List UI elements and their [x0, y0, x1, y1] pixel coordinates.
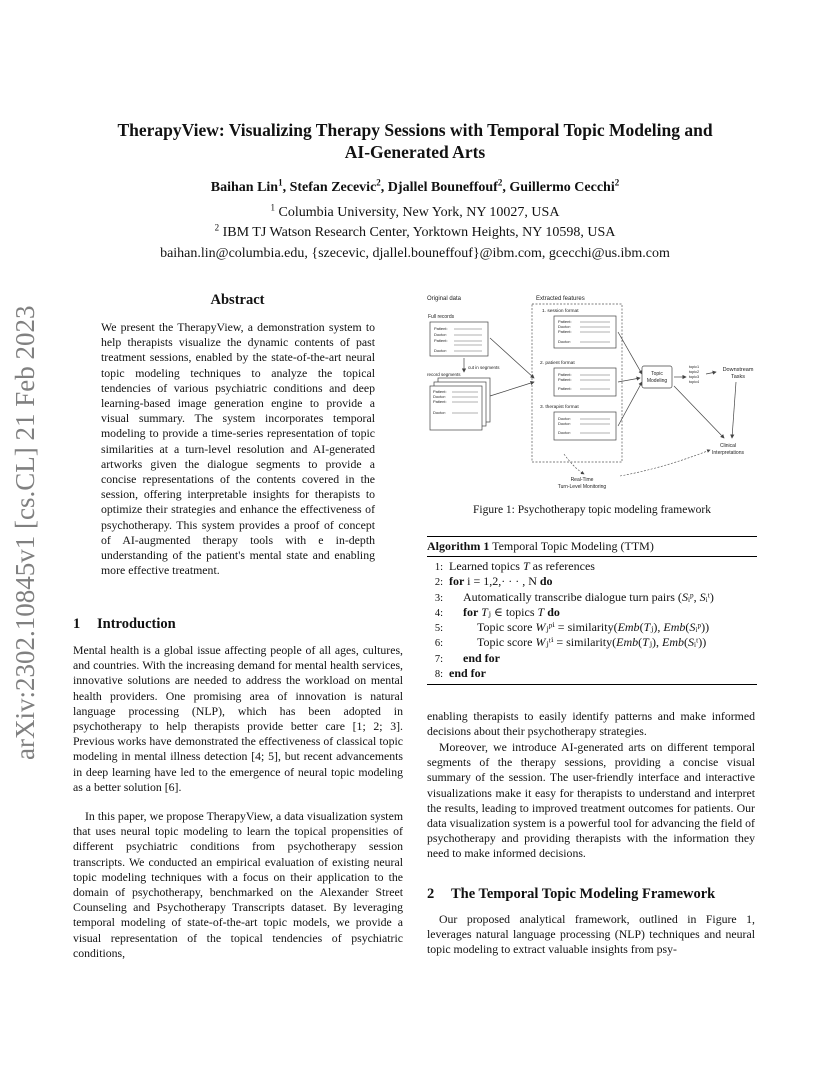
author-name: Guillermo Cecchi — [509, 180, 615, 195]
section-number: 1 — [73, 616, 81, 632]
algorithm-line-body — [449, 559, 595, 573]
topics-to-downstream-arrow — [706, 372, 716, 374]
topic-label: topic1 — [689, 365, 700, 369]
algorithm-math: Emb — [617, 620, 640, 635]
algorithm-math: S — [699, 589, 706, 604]
algorithm-math: T — [522, 559, 530, 573]
affiliation-2 — [60, 222, 770, 241]
algorithm-line-body — [449, 590, 714, 604]
algorithm-math: S — [689, 620, 696, 635]
algorithm-line-number: 1: — [434, 562, 443, 573]
fig-label-patient-format: 2. patient format — [540, 361, 575, 366]
section-1-heading — [73, 616, 176, 633]
algorithm-line-body — [449, 651, 500, 665]
algorithm-text: ( — [639, 620, 644, 635]
algorithm-keyword: end for — [449, 666, 486, 681]
tf-doctor-label: Doctor: — [558, 416, 571, 421]
section-2-heading — [427, 886, 715, 903]
algorithm-math: T — [481, 604, 488, 619]
model-to-clinical-arrow — [674, 386, 724, 438]
figure-1-diagram — [424, 290, 760, 490]
fig-label-full-records: Full records — [428, 314, 455, 320]
algorithm-line — [427, 635, 757, 650]
seg-doctor-label: Doctor: — [433, 394, 446, 399]
fig-label-cut-in-segments: cut in segments — [468, 365, 500, 370]
author-name: Djallel Bouneffouf — [387, 180, 498, 195]
author-list — [60, 177, 770, 196]
fig-label-interpretations: Interpretations — [712, 450, 744, 456]
algorithm-math: T — [642, 635, 649, 650]
algorithm-line-number: 4: — [434, 607, 443, 619]
algorithm-line — [427, 559, 757, 574]
right-paragraph-3: Our proposed analytical framework, outlined in Figure 1, leverages natural language processing (NLP) techniques and neural topic modeling to extract valuable insights from psy- — [427, 912, 755, 957]
right-paragraph-1: enabling therapists to easily identify patterns and make informed decisions about their psychotherapy strategies. — [427, 709, 755, 739]
algorithm-line-number: 7: — [434, 653, 443, 665]
fmt-patient-label: Patient: — [558, 329, 572, 334]
author-name: Baihan Lin — [210, 180, 279, 195]
author-affiliation-marker: 2 — [376, 177, 381, 188]
downstream-to-clinical-arrow — [732, 382, 736, 438]
title-line-1: TherapyView: Visualizing Therapy Sessions with Temporal Topic Modeling and — [117, 120, 713, 140]
author-separator: , — [380, 180, 388, 195]
fig-label-extracted-features: Extracted features — [536, 296, 585, 302]
tf-doctor-label: Doctor: — [558, 421, 571, 426]
seg-patient-label: Patient: — [433, 399, 447, 404]
algorithm-1 — [427, 536, 757, 685]
fig-label-therapist-format: 3. therapist format — [540, 405, 579, 410]
topic-label: topic2 — [689, 370, 700, 374]
algorithm-keyword: for — [449, 574, 468, 589]
fmt-doctor-label: Doctor: — [558, 324, 571, 329]
fig-label-realtime: Real-Time — [570, 477, 594, 483]
algorithm-line-body — [449, 635, 706, 649]
abstract-heading: Abstract — [210, 292, 265, 308]
algorithm-line-number: 2: — [434, 577, 443, 589]
algorithm-text: as references — [529, 559, 595, 573]
records-to-features-arrow — [490, 338, 534, 378]
algorithm-keyword: do — [539, 574, 553, 589]
algorithm-text: ⱼᵖⁱ = similarity( — [545, 620, 618, 635]
algorithm-text: ᵢᵖ)) — [695, 620, 710, 635]
author-affiliation-marker: 1 — [278, 177, 283, 188]
fig-label-record-segments: record segments — [427, 372, 461, 377]
monitor-to-clinical-arrow — [620, 450, 710, 476]
doc-doctor-label: Doctor: — [434, 348, 447, 353]
algorithm-text: ⱼᵗⁱ = similarity( — [545, 635, 617, 650]
affiliation-1 — [60, 202, 770, 221]
algorithm-name: Temporal Topic Modeling (TTM) — [489, 539, 654, 553]
fig-label-turn-level: Turn-Level Monitoring — [557, 484, 607, 490]
segments-to-features-arrow — [490, 382, 534, 396]
features-to-monitor-arrow — [564, 454, 584, 474]
algorithm-text: ⱼ ∈ topics — [487, 604, 538, 619]
fig-label-topic: Topic — [651, 371, 663, 377]
algorithm-text: ⱼ), — [650, 620, 664, 635]
pf-patient-label: Patient: — [558, 386, 572, 391]
fig-label-original-data: Original data — [427, 296, 462, 302]
algorithm-math: W — [535, 635, 546, 650]
affiliation-text: Columbia University, New York, NY 10027, USA — [275, 205, 560, 220]
fig-label-downstream: Downstream — [722, 367, 754, 373]
algorithm-math: T — [643, 620, 651, 635]
algorithm-line-body — [449, 666, 486, 680]
affiliation-text: IBM TJ Watson Research Center, Yorktown Heights, NY 10598, USA — [219, 225, 616, 240]
paper-title — [60, 119, 770, 163]
algorithm-text: Learned topics — [449, 559, 523, 573]
doc-patient-label: Patient: — [434, 326, 448, 331]
fig-label-clinical: Clinical — [719, 443, 737, 449]
author-separator: , — [502, 180, 510, 195]
algorithm-line-number: 6: — [434, 638, 443, 650]
arxiv-stamp-text: arXiv:2302.10845v1 [cs.CL] 21 Feb 2023 — [10, 305, 40, 760]
algorithm-line-body — [449, 605, 560, 619]
fig-label-tasks: Tasks — [730, 374, 746, 380]
section-title: The Temporal Topic Modeling Framework — [451, 886, 716, 902]
tf-doctor-label: Doctor: — [558, 430, 571, 435]
author-affiliation-marker: 2 — [497, 177, 503, 188]
algorithm-text: ( — [638, 635, 643, 650]
section-number: 2 — [427, 886, 435, 902]
algorithm-text: Topic score — [477, 620, 536, 635]
algorithm-math: Emb — [616, 635, 639, 650]
intro-paragraph-2: In this paper, we propose TherapyView, a data visualization system that uses neural topic modeling to learn the topical propensities of different psychiatric conditions from psychotherapy session transcripts. We conducted an empirical evaluation of existing neural topic modeling techniques with a focus on their application to the domain of psychotherapy, benchmarked on the Alexander Street Counseling and Psychotherapy Transcripts dataset. By leveraging temporal modeling of state-of-the-art topic models, we provide a visual representation of the topical tendencies of psychiatric conditions, — [73, 809, 403, 960]
topic-label: topic3 — [689, 375, 700, 379]
algorithm-text: Automatically transcribe dialogue turn pairs ( — [463, 589, 682, 604]
algorithm-line — [427, 574, 757, 589]
algorithm-line-number: 8: — [434, 669, 443, 681]
algorithm-math: S — [687, 635, 694, 650]
algorithm-line-body — [449, 620, 709, 634]
patient-to-model-arrow — [618, 378, 640, 382]
right-paragraph-2: Moreover, we introduce AI-generated arts on different temporal segments of the therapy sessions, providing a concise visual summary of the session. The user-friendly interface and interactive visualizations make it easy for therapists to understand and interpret the results, leading to improved treatment outcomes for patients. Our data visualization system is a powerful tool for advancing the field of psychotherapy and providing therapists with the information they need to make informed decisions. — [427, 740, 755, 861]
algorithm-text: i = 1,2,· · · , N — [467, 574, 540, 589]
algorithm-text: ⱼ), — [648, 635, 662, 650]
abstract-text: We present the TherapyView, a demonstration system to help therapists visualize the dynamic contents of past treatment sessions, enabled by the state-of-the-art neural topic modeling techniques to analyze the topical tendencies of various psychiatric conditions and deep learning-based image generation engine to provide a visual summary. The system incorporates temporal modeling to provide a time-series representation of topic similarities at a turn-level resolution and AI-generated artworks given the dialogue segments to provide a concise representations of the contents covered in the session, offering interpretable insights for therapists to optimize their strategies and enhance the effectiveness of psychotherapy. This system provides a proof of concept of AI-augmented therapy tools with e in-depth understanding of the patient's mental state and enabling more effective treatment. — [101, 320, 375, 578]
algorithm-math: Emb — [661, 635, 684, 650]
pf-patient-label: Patient: — [558, 372, 572, 377]
algorithm-line-number: 3: — [434, 592, 443, 604]
arxiv-stamp — [4, 290, 42, 760]
algorithm-label: Algorithm 1 — [427, 539, 490, 553]
topic-modeling-box — [642, 366, 672, 388]
fig-label-modeling: Modeling — [646, 378, 668, 384]
algorithm-line — [427, 666, 757, 681]
algorithm-line — [427, 651, 757, 666]
fig-label-session-format: 1. session format — [542, 309, 579, 314]
fmt-patient-label: Patient: — [558, 319, 572, 324]
algorithm-keyword: end for — [463, 650, 500, 665]
author-affiliation-marker: 2 — [614, 177, 620, 188]
pf-patient-label: Patient: — [558, 377, 572, 382]
section-title: Introduction — [97, 616, 176, 632]
algorithm-keyword: for — [463, 604, 482, 619]
algorithm-keyword: do — [544, 604, 560, 619]
algorithm-line-number: 5: — [434, 623, 443, 635]
algorithm-math: S — [681, 589, 688, 604]
figure-1-caption: Figure 1: Psychotherapy topic modeling framework — [473, 504, 711, 516]
algorithm-line — [427, 620, 757, 635]
author-emails: baihan.lin@columbia.edu, {szecevic, djallel.bouneffouf}@ibm.com, gcecchi@us.ibm.com — [160, 246, 670, 261]
algorithm-math: T — [537, 604, 545, 619]
fmt-doctor-label: Doctor: — [558, 339, 571, 344]
algorithm-line-body — [449, 574, 553, 588]
algorithm-text: ᵢᵗ) — [705, 589, 714, 604]
doc-doctor-label: Doctor: — [434, 332, 447, 337]
algorithm-text: ᵢᵗ)) — [693, 635, 707, 650]
title-line-2: AI-Generated Arts — [344, 142, 486, 162]
seg-patient-label: Patient: — [433, 389, 447, 394]
affiliation-marker: 1 — [270, 202, 276, 213]
intro-paragraph-1: Mental health is a global issue affecting people of all ages, cultures, and countries. With the increasing demand for mental health services, innovative solutions are needed to address the workload on mental health providers. One promising area of innovation is natural language processing (NLP), which has been adopted in psychotherapy to help therapists provide better care [1; 2; 3]. Previous works have demonstrated the effectiveness of classical topic modeling in mental illness detection [4; 5], but recent advancements in deep learning have led to the emergence of neural topic modeling as a better solution [6]. — [73, 643, 403, 794]
algorithm-math: Emb — [663, 620, 686, 635]
author-separator: , — [282, 180, 290, 195]
algorithm-text: ( — [685, 620, 690, 635]
algorithm-line — [427, 605, 757, 620]
doc-patient-label: Patient: — [434, 338, 448, 343]
affiliation-marker: 2 — [214, 222, 220, 233]
session-to-model-arrow — [618, 332, 642, 374]
algorithm-math: W — [535, 620, 546, 635]
algorithm-text: ( — [683, 635, 688, 650]
therapist-to-model-arrow — [618, 382, 642, 426]
algorithm-text: ᵢᵖ, — [687, 589, 700, 604]
seg-doctor-label: Doctor: — [433, 410, 446, 415]
algorithm-line — [427, 590, 757, 605]
algorithm-header — [427, 537, 757, 557]
author-name: Stefan Zecevic — [289, 180, 377, 195]
algorithm-text: Topic score — [477, 635, 536, 650]
topic-label: topic4 — [689, 380, 700, 384]
